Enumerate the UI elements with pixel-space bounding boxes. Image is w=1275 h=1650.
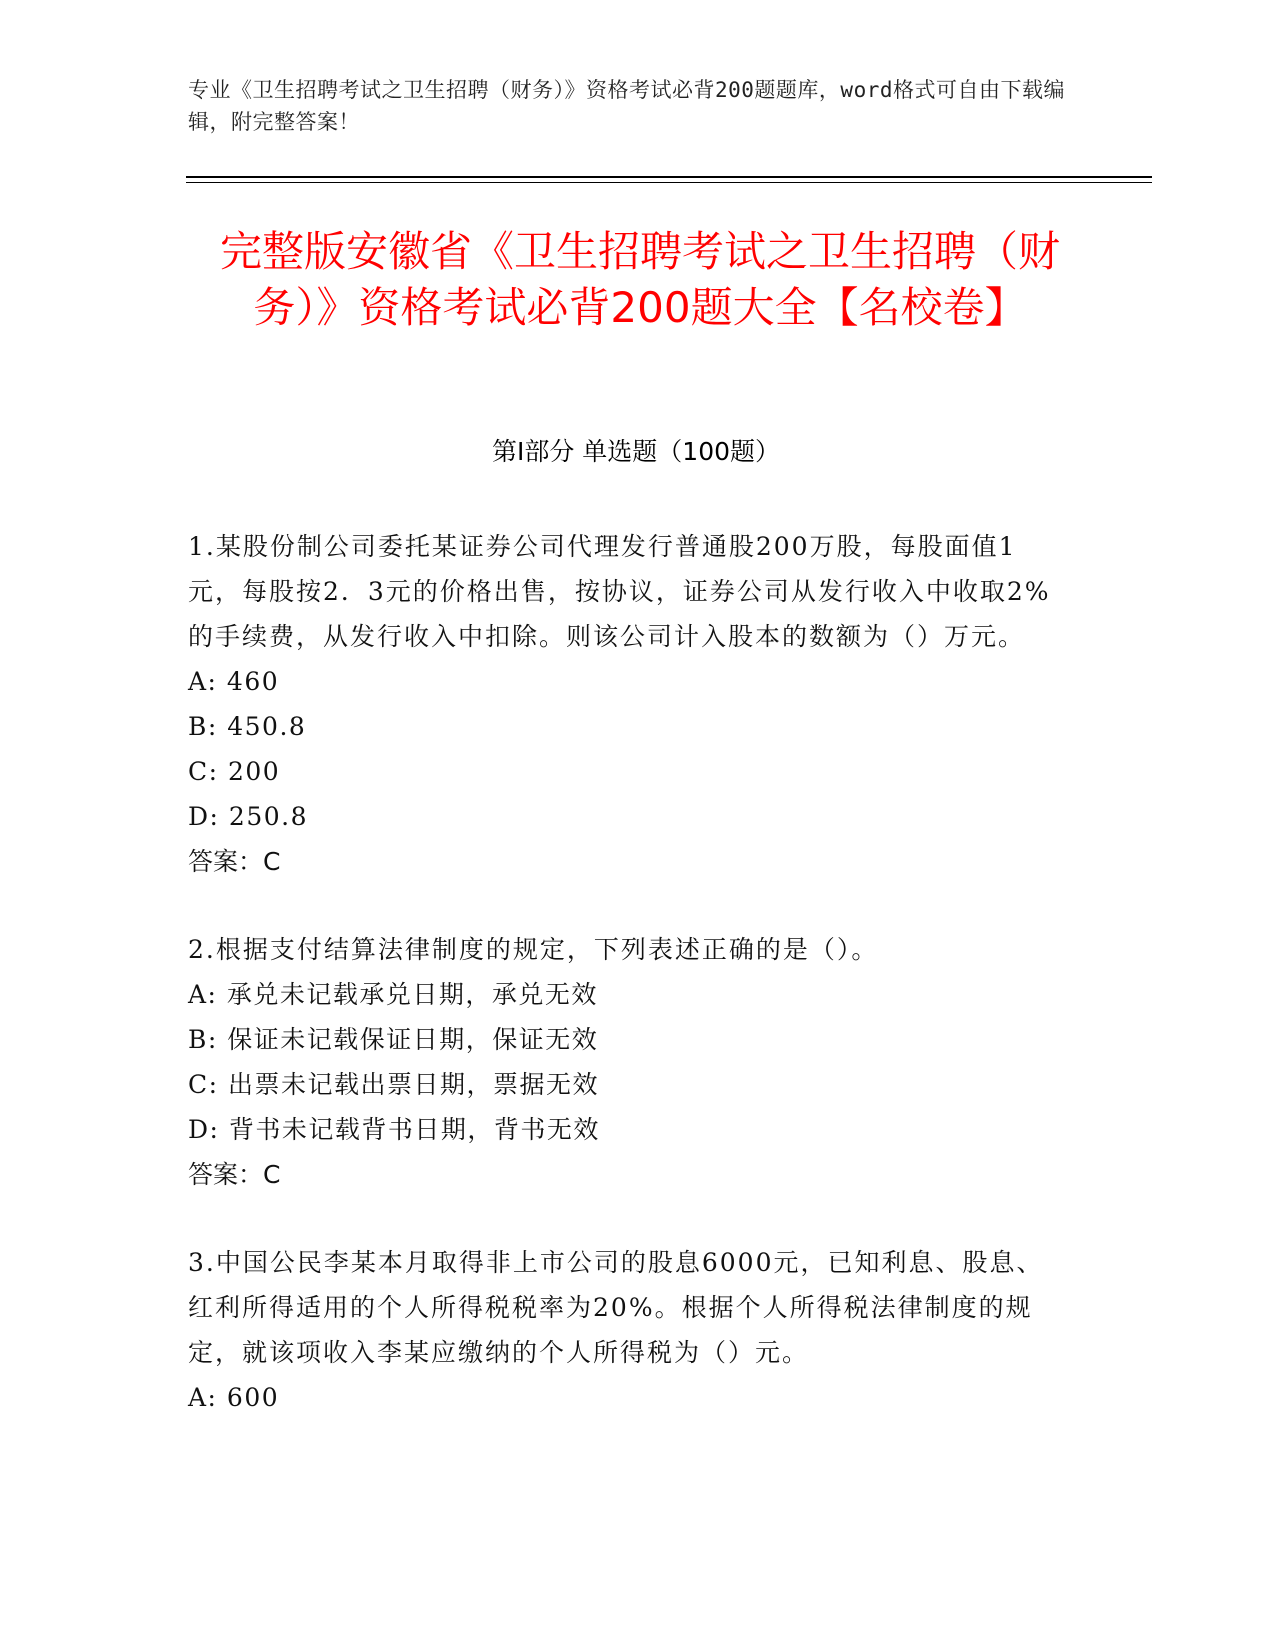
question-2 [188,927,1068,1197]
question-stem: 2.根据支付结算法律制度的规定，下列表述正确的是（）。 [188,935,879,964]
question-stem: 3.中国公民李某本月取得非上市公司的股息6000元，已知利息、股息、红利所得适用的个人所得税税率为20%。根据个人所得税法律制度的规定，就该项收入李某应缴纳的个人所得税为（）元。 [188,1248,1044,1367]
option-b: B: 450.8 [188,712,307,741]
header-rule-thick [186,176,1152,178]
answer: 答案：C [188,1160,281,1189]
question-1 [188,524,1068,884]
option-a: A: 承兑未记载承兑日期，承兑无效 [188,980,598,1009]
header-note: 专业《卫生招聘考试之卫生招聘（财务）》资格考试必背200题题库，word格式可自由下载编辑，附完整答案！ [188,78,1065,134]
question-gap [188,884,1068,927]
option-a: A: 600 [188,1383,280,1412]
answer: 答案：C [188,847,281,876]
option-a: A: 460 [188,667,280,696]
header-rule-thin [186,182,1152,183]
section-heading: 第Ⅰ部分 单选题（100题） [491,437,781,466]
question-list [188,524,1068,1420]
document-title: 完整版安徽省《卫生招聘考试之卫生招聘（财务）》资格考试必背200题大全【名校卷】 [219,227,1060,332]
question-3 [188,1240,1068,1420]
option-c: C: 200 [188,757,281,786]
question-gap [188,1197,1068,1240]
option-c: C: 出票未记载出票日期，票据无效 [188,1070,599,1099]
option-b: B: 保证未记载保证日期，保证无效 [188,1025,599,1054]
option-d: D: 250.8 [188,802,308,831]
option-d: D: 背书未记载背书日期，背书无效 [188,1115,600,1144]
question-stem: 1.某股份制公司委托某证券公司代理发行普通股200万股，每股面值1元，每股按2．3元的价格出售，按协议，证券公司从发行收入中收取2%的手续费，从发行收入中扣除。则该公司计入股本的数额为（）万元。 [188,532,1051,651]
